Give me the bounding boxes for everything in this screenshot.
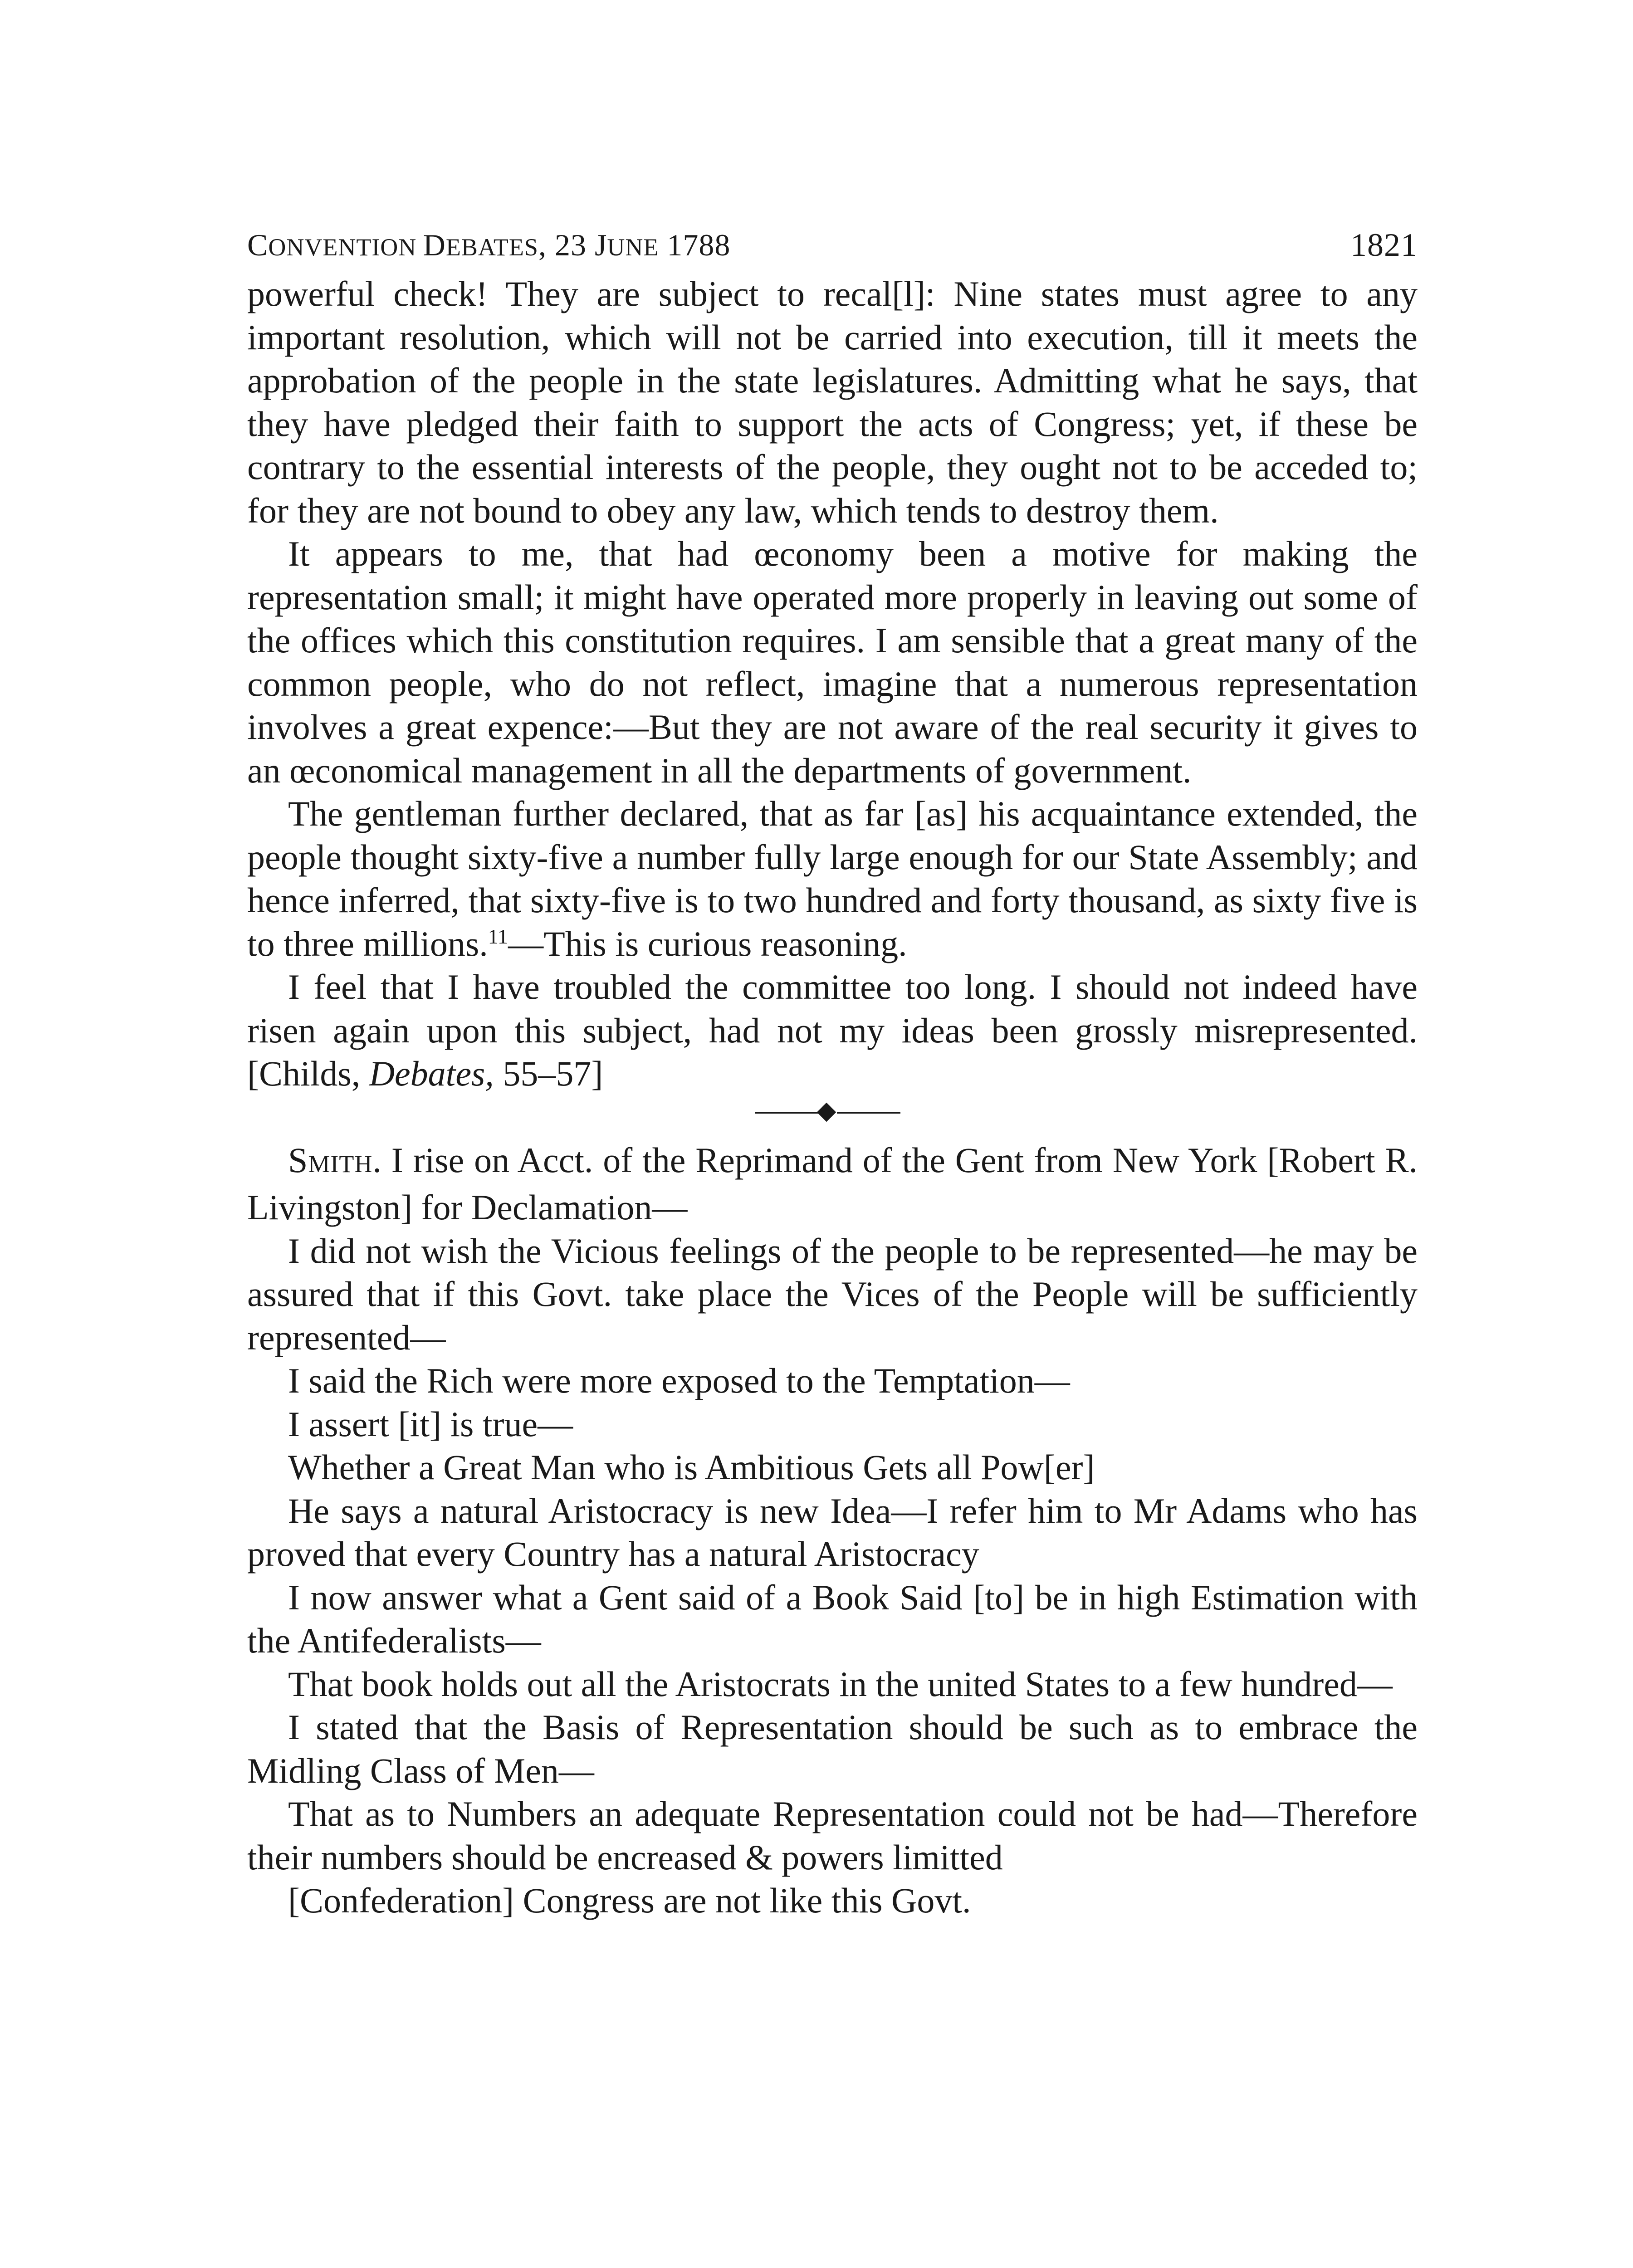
paragraph-text: . I rise on Acct. of the Reprimand of the Gent from New York [Robert R. Livingston] for Declamation— xyxy=(247,1140,1418,1227)
note-line: I stated that the Basis of Representation should be such as to embrace the Midling Class of Men— xyxy=(247,1707,1418,1790)
speaker-name xyxy=(288,1140,372,1180)
divider-line xyxy=(755,1112,819,1114)
note-line: He says a natural Aristocracy is new Idea—I refer him to Mr Adams who has proved that every Country has a natural Aristocracy xyxy=(247,1491,1418,1574)
paragraph-text: I feel that I have troubled the committee too long. I should not indeed have risen again upon this subject, had not my ideas been grossly misrepresented. [Childs, xyxy=(247,967,1418,1093)
note-line: That book holds out all the Aristocrats in the united States to a few hundred— xyxy=(288,1664,1393,1704)
paragraph: powerful check! They are subject to recal[l]: Nine states must agree to any important resolution, which will not be carried into execution, till it meets the approbation of the people in the state legislatures. Admitting what he says, that they have pledged their faith to support the acts of Congress; yet, if these be contrary to the essential interests of the people, they ought not to be acceded to; for they are not bound to obey any law, which tends to destroy them. xyxy=(247,274,1418,530)
running-header xyxy=(247,218,1418,272)
speaker-smallcaps: MITH xyxy=(308,1150,373,1178)
title-initial: C xyxy=(247,228,269,262)
footnote-reference[interactable]: 11 xyxy=(488,924,508,948)
paragraph-text: 55–57] xyxy=(494,1054,603,1093)
title-month: UNE xyxy=(607,234,659,261)
title-smallcaps: ONVENTION xyxy=(268,234,423,261)
note-line: I now answer what a Gent said of a Book Said [to] be in high Estimation with the Antifederalists— xyxy=(247,1577,1418,1660)
note-line: [Confederation] Congress are not like this Govt. xyxy=(288,1881,971,1920)
title-initial: D xyxy=(423,228,446,262)
source-title: Debates, xyxy=(369,1054,494,1093)
page-number: 1821 xyxy=(1350,227,1418,263)
section-divider xyxy=(247,1095,1418,1139)
paragraph-text: —This is curious reasoning. xyxy=(508,924,907,963)
paragraph: It appears to me, that had œconomy been a motive for making the representation small; it might have operated more properly in leaving out some of the offices which this constitution requires. I am sensible that a great many of the common people, who do not reflect, imagine that a numerous representation involves a great expence:—But they are not aware of the real security it gives to an œconomical management in all the departments of government. xyxy=(247,534,1418,790)
divider-line xyxy=(837,1112,900,1114)
paragraph-text: The gentleman further declared, that as far [as] his acquaintance extended, the people thought sixty-five a number fully large enough for our State Assembly; and hence inferred, that sixty-five is to two hundred and forty thousand, as sixty five is to three millions. xyxy=(247,794,1418,963)
title-date: , 23 J xyxy=(538,228,607,262)
document-page xyxy=(247,218,1418,1922)
speaker-paragraph xyxy=(247,1139,1418,1229)
body-text xyxy=(247,272,1418,1922)
title-year: 1788 xyxy=(659,228,731,262)
paragraph xyxy=(247,792,1418,965)
running-title xyxy=(247,218,730,274)
speaker-initial: S xyxy=(288,1140,308,1180)
diamond-ornament-icon xyxy=(817,1102,836,1121)
title-smallcaps: EBATES xyxy=(445,234,538,261)
note-line: That as to Numbers an adequate Representation could not be had—Therefore their numbers should be encreased & powers limitted xyxy=(247,1794,1418,1877)
note-line: I said the Rich were more exposed to the Temptation— xyxy=(288,1361,1070,1400)
note-line: Whether a Great Man who is Ambitious Gets all Pow[er] xyxy=(288,1447,1095,1487)
note-line: I did not wish the Vicious feelings of the people to be represented—he may be assured that if this Govt. take place the Vices of the People will be sufficiently represented— xyxy=(247,1231,1418,1357)
paragraph xyxy=(247,965,1418,1095)
note-line: I assert [it] is true— xyxy=(288,1404,573,1444)
